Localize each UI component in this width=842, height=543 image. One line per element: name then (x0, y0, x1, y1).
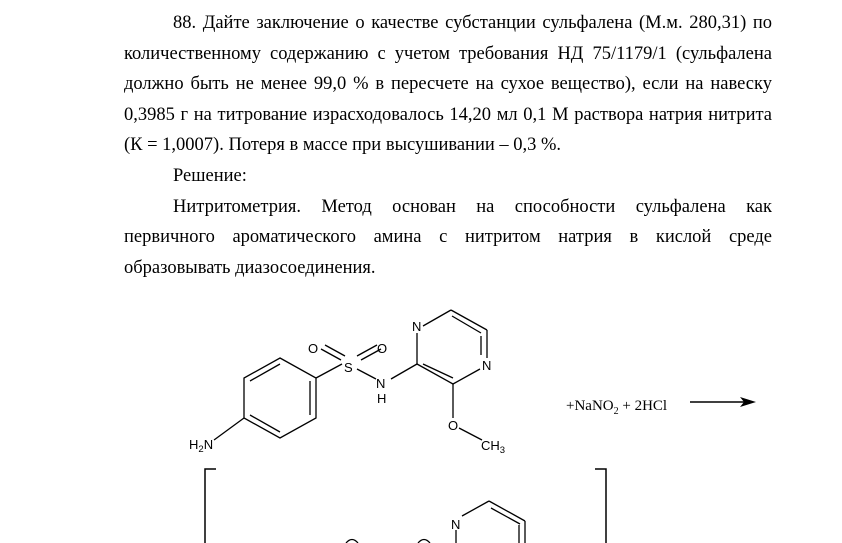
atom-oxygen-methoxy: O (448, 418, 459, 433)
atom-oxygen-1: O (308, 341, 319, 356)
reagent-subscript: 2 (613, 406, 619, 417)
atom-oxygen-2: O (377, 341, 388, 356)
problem-statement: 88. Дайте заключение о качестве субстанции сульфалена (М.м. 280,31) по количественному содержанию с учетом требования НД 75/1179/1 (сульфалена должно быть не менее 99,0 % в пересчете на сухое вещество), если на навеску 0,3985 г на титрование израсходовалось 14,20 мл 0,1 М раствора натрия нитрита (К = 1,0007). Потеря в массе при высушивании – 0,3 %. (124, 13, 772, 156)
amino-group: $H_2N$ (189, 437, 214, 455)
atom-nitrogen-ring-2: N (482, 358, 492, 373)
second-structure (346, 501, 525, 543)
partial-bonds-cropped (346, 540, 430, 543)
left-bracket (205, 469, 216, 543)
atom-hydrogen-amide: H (377, 391, 387, 406)
atom-nitrogen-ring-product: N (451, 517, 461, 532)
sulfalene-bonds (214, 310, 487, 440)
reagents-label (566, 398, 667, 417)
atom-nitrogen-amide: N (376, 376, 386, 391)
sulfalene-atom-labels (189, 319, 505, 456)
reaction-arrow (690, 397, 756, 407)
right-bracket (595, 469, 606, 543)
product-brackets (205, 469, 606, 543)
methyl-group: $CH_3$ (481, 438, 506, 456)
reagent-nano2: +NaNO (566, 398, 614, 414)
atom-sulfur: S (344, 360, 353, 375)
benzene-ring (244, 358, 316, 438)
reagent-hcl: + 2HCl (618, 398, 668, 414)
solution-label: Решение: (173, 165, 247, 186)
atom-nitrogen-ring-1: N (412, 319, 422, 334)
method-description: Нитритометрия. Метод основан на способности сульфалена как первичного ароматического амина с нитритом натрия в кислой среде образовывать диазосоединения. (124, 196, 772, 278)
svg-text:+NaNO2 + 2HCl (566, 398, 667, 417)
